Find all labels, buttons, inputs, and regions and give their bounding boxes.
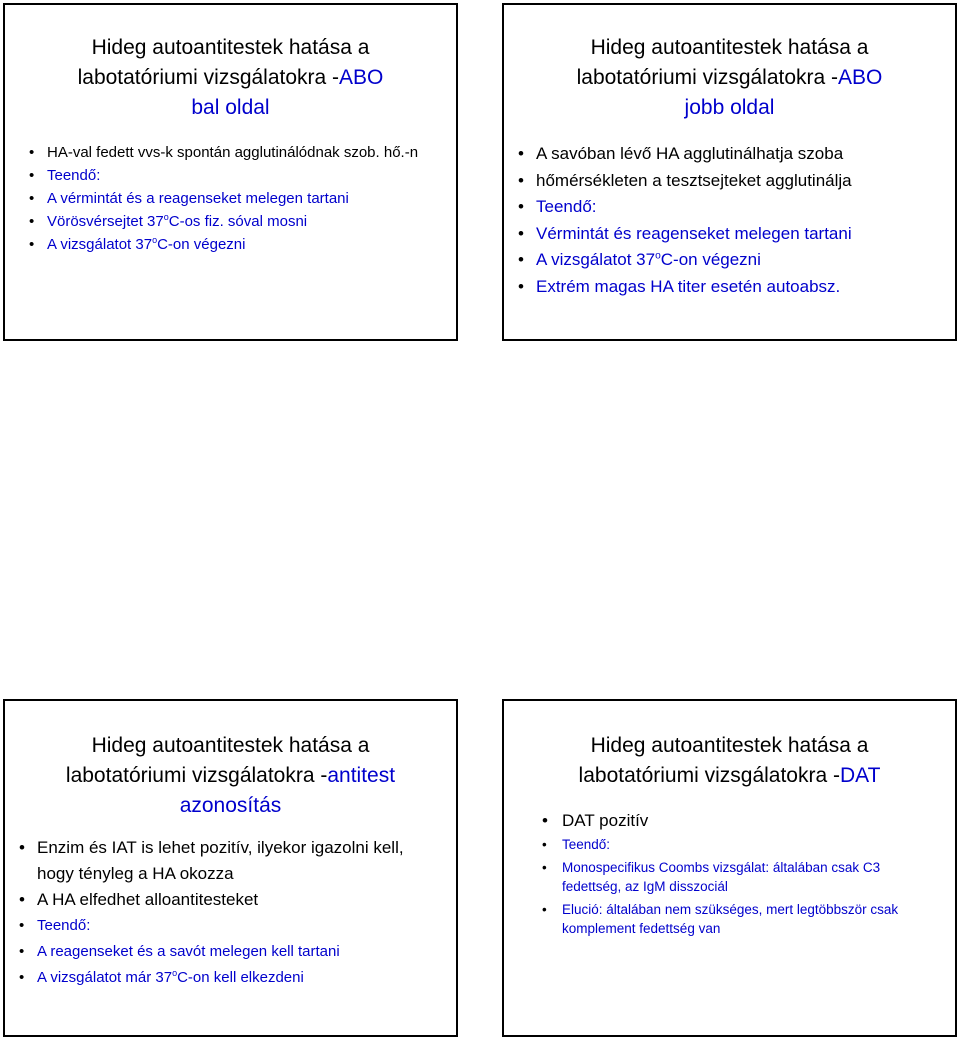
list-item-text: A vizsgálatot 37: [536, 250, 656, 269]
slide-abo-right: [502, 3, 957, 341]
list-item-text: C-on kell elkezdeni: [177, 969, 304, 986]
list-item: • A savóban lévő HA agglutinálhatja szoba: [518, 141, 941, 168]
list-item: • Teendő:: [19, 913, 442, 939]
list-item-text: C-os fiz. sóval mosni: [168, 213, 308, 230]
title-line-3: jobb oldal: [684, 96, 775, 119]
title-accent: antitest: [327, 764, 396, 787]
list-item-text: A vizsgálatot már 37: [37, 969, 173, 986]
slide-title: [518, 33, 941, 123]
title-line-3: bal oldal: [191, 96, 270, 119]
list-item: [19, 233, 442, 256]
slide-antibody-identification: [3, 699, 458, 1037]
title-line-2: [518, 63, 941, 93]
title-line-3: azonosítás: [179, 794, 282, 817]
title-accent: ABO: [339, 66, 384, 89]
slide-abo-left: [3, 3, 458, 341]
title-line-1: Hideg autoantitestek hatása a: [590, 36, 869, 59]
list-item: • HA-val fedett vvs-k spontán agglutinálódnak szob. hő.-n: [19, 141, 442, 164]
list-item: • A reagenseket és a savót melegen kell tartani: [19, 939, 442, 965]
list-item: • DAT pozitív: [542, 807, 941, 835]
slide-title: [19, 731, 442, 821]
superscript: o: [172, 968, 178, 978]
superscript: o: [655, 250, 661, 262]
list-item: [19, 965, 442, 991]
title-line-1: Hideg autoantitestek hatása a: [91, 734, 370, 757]
list-item-text: A vizsgálatot 37: [47, 236, 153, 253]
list-item-text: C-on végezni: [660, 250, 761, 269]
slide-dat: [502, 699, 957, 1037]
slide-title: [518, 731, 941, 791]
bullet-list: [542, 807, 941, 938]
bullet-list: [19, 141, 442, 256]
title-line-2-text: labotatóriumi vizsgálatokra -: [578, 764, 840, 787]
title-line-1: Hideg autoantitestek hatása a: [91, 36, 370, 59]
title-accent: ABO: [838, 66, 883, 89]
list-item: • A vérmintát és a reagenseket melegen tartani: [19, 187, 442, 210]
title-accent: DAT: [840, 764, 881, 787]
title-line-2-text: labotatóriumi vizsgálatokra -: [77, 66, 340, 89]
title-line-2-text: labotatóriumi vizsgálatokra -: [576, 66, 839, 89]
list-item: • A HA elfedhet alloantitesteket: [19, 887, 442, 913]
list-item: [19, 210, 442, 233]
list-item: • Teendő:: [518, 194, 941, 221]
list-item: • Teendő:: [542, 835, 941, 854]
title-line-1: Hideg autoantitestek hatása a: [590, 734, 869, 757]
superscript: o: [163, 212, 169, 222]
list-item: • Enzim és IAT is lehet pozitív, ilyekor igazolni kell, hogy tényleg a HA okozza: [19, 835, 442, 887]
list-item: • Monospecifikus Coombs vizsgálat: általában csak C3 fedettség, az IgM disszociál: [542, 858, 941, 896]
slide-title: [19, 33, 442, 123]
list-item-text: C-on végezni: [157, 236, 246, 253]
title-line-2: [518, 761, 941, 791]
list-item: • Extrém magas HA titer esetén autoabsz.: [518, 274, 941, 301]
bullet-list: [19, 835, 442, 991]
list-item: [518, 247, 941, 274]
list-item: • hőmérsékleten a tesztsejteket agglutinálja: [518, 168, 941, 195]
list-item: • Teendő:: [19, 164, 442, 187]
title-line-2: [19, 761, 442, 791]
list-item: • Elució: általában nem szükséges, mert legtöbbször csak komplement fedettség van: [542, 900, 941, 938]
list-item: • Vérmintát és reagenseket melegen tartani: [518, 221, 941, 248]
bullet-list: [518, 141, 941, 300]
title-line-2: [19, 63, 442, 93]
list-item-text: Vörösvérsejtet 37: [47, 213, 164, 230]
title-line-2-text: labotatóriumi vizsgálatokra -: [65, 764, 328, 787]
superscript: o: [152, 235, 158, 245]
